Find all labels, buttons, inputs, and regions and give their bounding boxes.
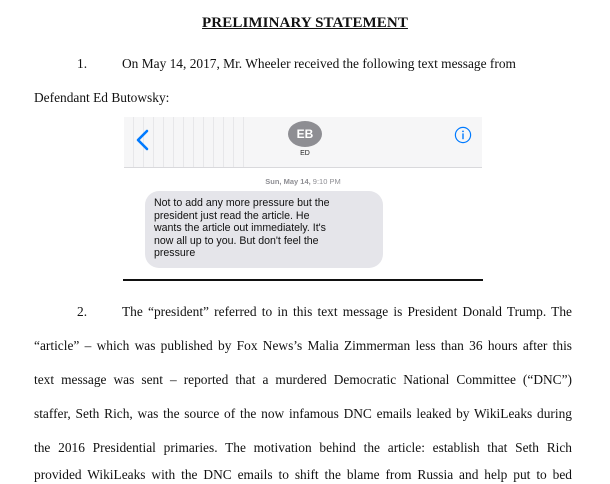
divider-rule bbox=[123, 279, 483, 281]
paragraph-1-number: 1. bbox=[77, 56, 88, 71]
paragraph-2-line-4: staffer, Seth Rich, was the source of the now infamous DNC emails leaked by WikiLeaks during bbox=[34, 406, 572, 421]
timestamp-time: 9:10 PM bbox=[312, 177, 341, 186]
contact-avatar[interactable]: EB bbox=[288, 121, 322, 147]
paragraph-2-line-5: the 2016 Presidential primaries. The motivation behind the article: establish that Seth Rich bbox=[34, 440, 572, 455]
message-bubble bbox=[145, 191, 383, 268]
info-circle-icon[interactable] bbox=[454, 126, 472, 144]
paragraph-1-line-2: Defendant Ed Butowsky: bbox=[34, 90, 170, 105]
paragraph-2-line-1: The “president” referred to in this text message is President Donald Trump. The bbox=[122, 304, 572, 319]
paragraph-2-line-2: “article” – which was published by Fox News’s Malia Zimmerman less than 36 hours after this bbox=[34, 338, 572, 353]
timestamp-day: Sun, May 14, bbox=[265, 177, 311, 186]
paragraph-2-number: 2. bbox=[77, 304, 88, 319]
text-message-screenshot bbox=[124, 117, 482, 277]
contact-name[interactable]: ED bbox=[300, 150, 310, 157]
message-header bbox=[124, 117, 482, 168]
section-heading: PRELIMINARY STATEMENT bbox=[202, 15, 408, 31]
paragraph-2-line-3: text message was sent – reported that a murdered Democratic National Committee (“DNC”) bbox=[34, 372, 572, 387]
message-text: Not to add any more pressure but the president just read the article. He wants the article out immediately. It's now all up to you. But don't feel the pressure bbox=[154, 197, 330, 260]
message-timestamp bbox=[124, 177, 482, 186]
paragraph-1-line-1: On May 14, 2017, Mr. Wheeler received the following text message from bbox=[122, 56, 516, 71]
chevron-left-icon[interactable] bbox=[132, 127, 154, 153]
paragraph-2-line-6: provided WikiLeaks with the DNC emails to shift the blame from Russia and help put to bed bbox=[34, 467, 572, 482]
